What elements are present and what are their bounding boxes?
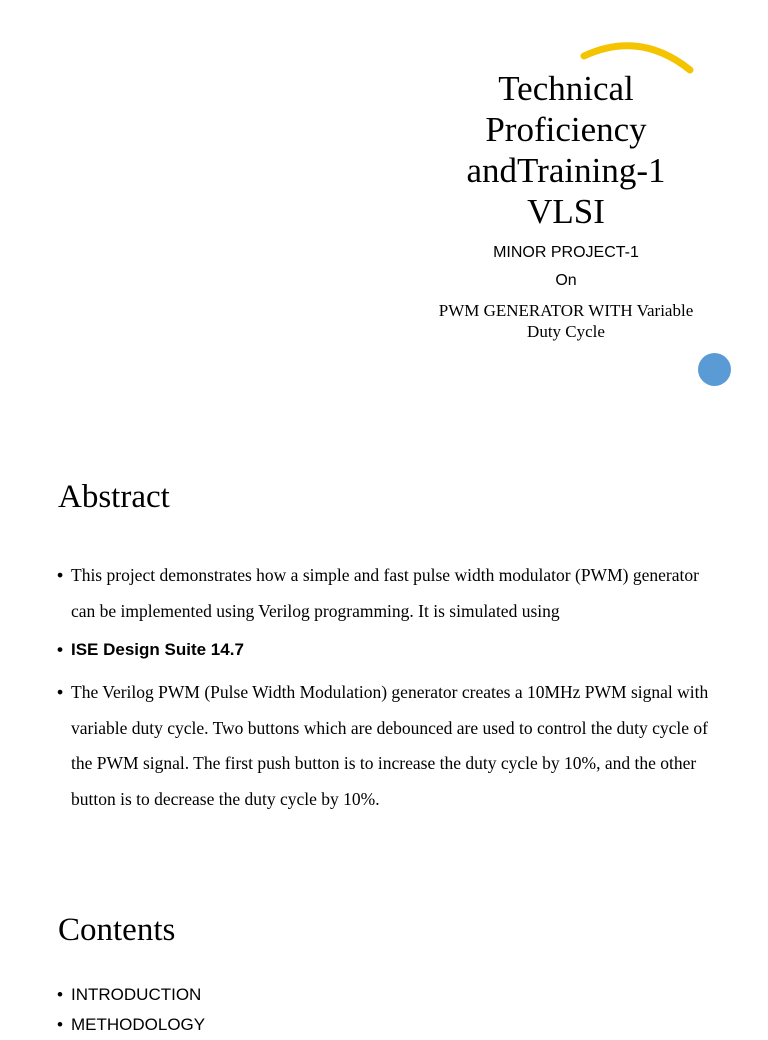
project-title bbox=[412, 300, 720, 342]
abstract-item-2: • ISE Design Suite 14.7 bbox=[56, 635, 726, 665]
abstract-heading: Abstract bbox=[58, 479, 170, 515]
title-line-2: Proficiency bbox=[485, 110, 647, 149]
title-line-1: Technical bbox=[498, 69, 634, 108]
contents-item-1: • INTRODUCTION bbox=[56, 980, 726, 1010]
title-slide bbox=[0, 0, 768, 440]
abstract-item-1: • This project demonstrates how a simple and fast pulse width modulator (PWM) generator can be implemented using Verilog programming. It is simulated using bbox=[56, 558, 726, 629]
slide-title bbox=[420, 68, 712, 232]
abstract-item-3: • The Verilog PWM (Pulse Width Modulation) generator creates a 10MHz PWM signal with variable duty cycle. Two buttons which are debounced are used to control the duty cycle of the PWM signal. The first push button is to increase the duty cycle by 10%, and the other button is to decrease the duty cycle by 10%. bbox=[56, 675, 726, 817]
title-line-4: VLSI bbox=[527, 192, 605, 231]
minor-project-label: MINOR PROJECT-1 bbox=[493, 244, 639, 261]
project-title-line-2: Duty Cycle bbox=[527, 322, 605, 341]
project-title-line-1: PWM GENERATOR WITH Variable bbox=[438, 301, 694, 320]
title-line-3: andTraining-1 bbox=[466, 151, 666, 190]
decorative-dot bbox=[698, 353, 731, 386]
on-label: On bbox=[555, 272, 577, 289]
contents-item-2: • METHODOLOGY bbox=[56, 1010, 726, 1040]
contents-list bbox=[56, 980, 726, 1040]
abstract-list bbox=[56, 558, 726, 817]
contents-heading: Contents bbox=[58, 912, 176, 948]
